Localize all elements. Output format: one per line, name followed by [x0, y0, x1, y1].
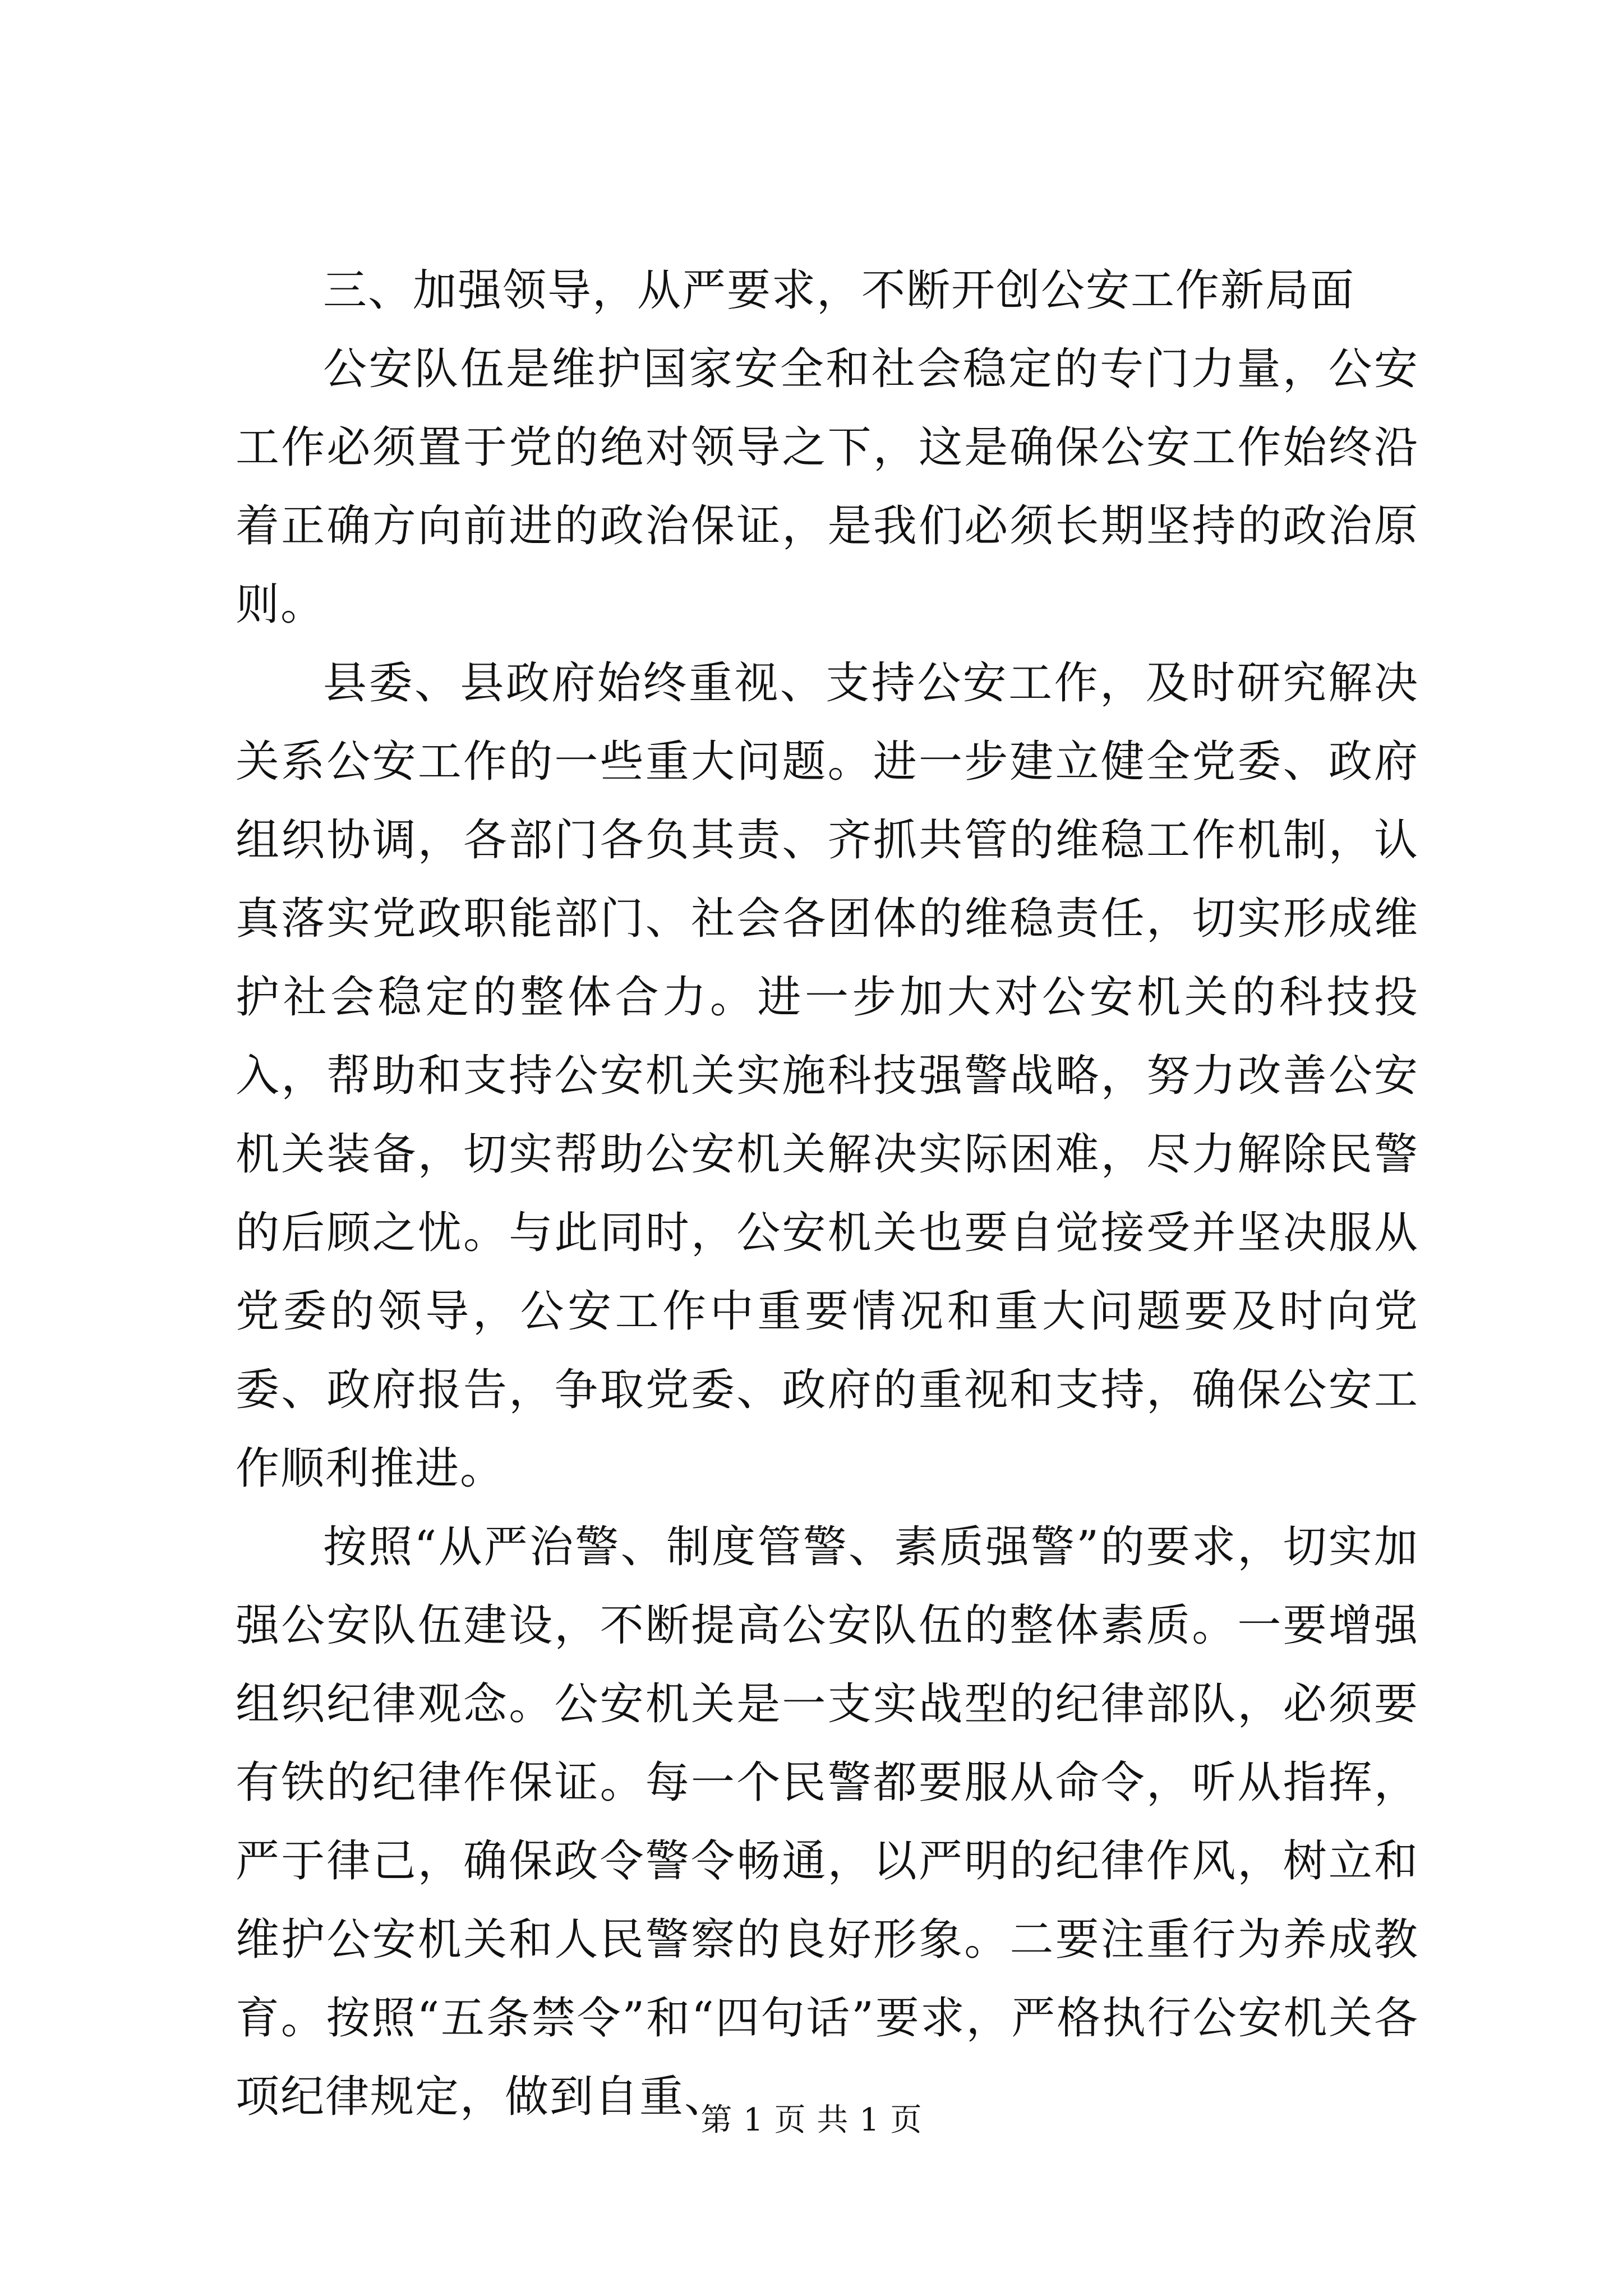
paragraph-2: 县委、县政府始终重视、支持公安工作，及时研究解决关系公安工作的一些重大问题。进一步建立健全党委、政府组织协调，各部门各负其责、齐抓共管的维稳工作机制，认真落实党政职能部门、社会各团体的维稳责任，切实形成维护社会稳定的整体合力。进一步加大对公安机关的科技投入，帮助和支持公安机关实施科技强警战略，努力改善公安机关装备，切实帮助公安机关解决实际困难，尽力解除民警的后顾之忧。与此同时，公安机关也要自觉接受并坚决服从党委的领导，公安工作中重要情况和重大问题要及时向党委、政府报告，争取党委、政府的重视和支持，确保公安工作顺利推进。 — [236, 658, 1419, 1494]
page-footer: 第 1 页 共 1 页 — [700, 2102, 923, 2138]
section-heading: 三、加强领导，从严要求，不断开创公安工作新局面 — [323, 265, 1355, 316]
paragraph-1: 公安队伍是维护国家安全和社会稳定的专门力量，公安工作必须置于党的绝对领导之下，这是确保公安工作始终沿着正确方向前进的政治保证，是我们必须长期坚持的政治原则。 — [236, 344, 1419, 630]
document-body — [236, 251, 1419, 2136]
paragraph-3: 按照“从严治警、制度管警、素质强警”的要求，切实加强公安队伍建设，不断提高公安队伍的整体素质。一要增强组织纪律观念。公安机关是一支实战型的纪律部队，必须要有铁的纪律作保证。每一个民警都要服从命令，听从指挥，严于律己，确保政令警令畅通，以严明的纪律作风，树立和维护公安机关和人民警察的良好形象。二要注重行为养成教育。按照“五条禁令”和“四句话”要求，严格执行公安机关各项纪律规定，做到自重、 — [236, 1522, 1419, 2122]
